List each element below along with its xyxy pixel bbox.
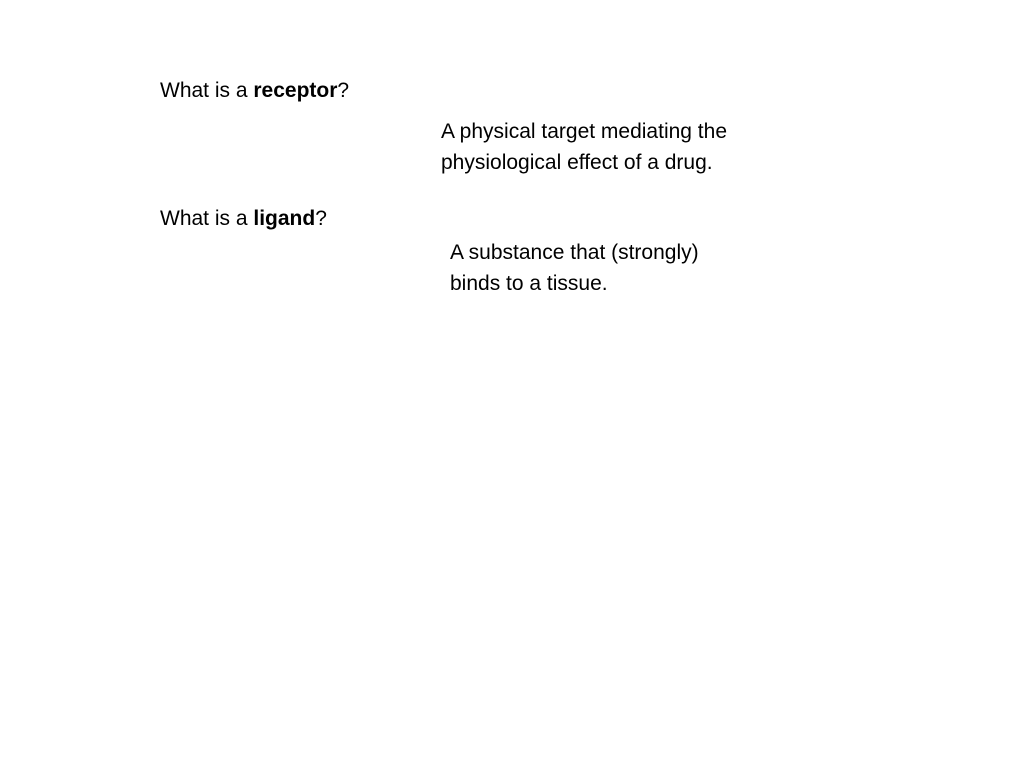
- question-term: receptor: [253, 79, 338, 102]
- question-receptor: [160, 79, 349, 103]
- question-suffix: ?: [337, 79, 350, 102]
- answer-line: physiological effect of a drug.: [441, 151, 713, 174]
- answer-ligand: [450, 237, 699, 299]
- question-suffix: ?: [315, 207, 327, 230]
- question-ligand: [160, 207, 327, 231]
- answer-receptor: [441, 116, 727, 178]
- answer-line: binds to a tissue.: [450, 272, 608, 295]
- question-term: ligand: [253, 207, 316, 230]
- question-prefix: What is a: [160, 207, 254, 230]
- answer-line: A physical target mediating the: [441, 120, 728, 143]
- answer-line: A substance that (strongly): [450, 241, 699, 264]
- question-prefix: What is a: [160, 79, 254, 102]
